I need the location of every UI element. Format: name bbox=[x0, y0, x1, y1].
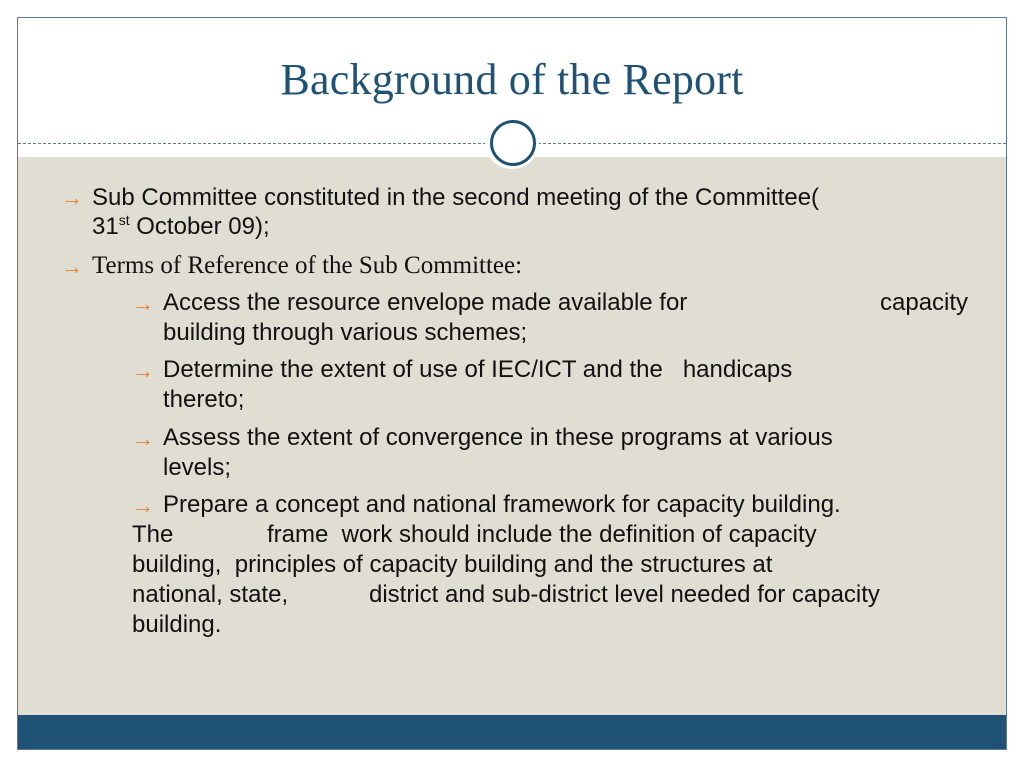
date-day: 31 bbox=[92, 213, 119, 240]
sub-bullet-2-line-1: Determine the extent of use of IEC/ICT and the handicaps bbox=[163, 356, 793, 383]
date-suffix: st bbox=[118, 212, 130, 228]
arrow-right-icon: → bbox=[61, 185, 83, 210]
sub-bullet-4-line-3: building, principles of capacity building and the structures at bbox=[132, 551, 773, 578]
sub-bullet-1-line-2: building through various schemes; bbox=[163, 319, 528, 346]
sub-bullet-4-line-1: Prepare a concept and national framework for capacity building. bbox=[163, 491, 841, 518]
bullet-1-line-2 bbox=[92, 212, 270, 242]
bullet-1-line-1: Sub Committee constituted in the second meeting of the Committee( bbox=[92, 184, 820, 211]
sub-bullet-4-line-5: building. bbox=[132, 611, 222, 638]
sub-bullet-3-line-1: Assess the extent of convergence in these programs at various bbox=[163, 424, 833, 451]
sub-bullet-1-line-1b: capacity bbox=[880, 289, 969, 316]
bullet-2-text: Terms of Reference of the Sub Committee: bbox=[92, 252, 523, 279]
sub-bullet-3-line-2: levels; bbox=[163, 454, 232, 481]
sub-bullet-4-line-2a: The bbox=[132, 521, 174, 548]
sub-bullet-4-line-4b: district and sub-district level needed for capacity bbox=[369, 581, 880, 608]
footer-bar bbox=[18, 715, 1006, 749]
sub-bullet-4-line-4a: national, state, bbox=[132, 581, 289, 608]
date-rest: October 09); bbox=[129, 213, 270, 240]
arrow-right-icon: → bbox=[61, 254, 83, 279]
arrow-right-icon: → bbox=[132, 426, 154, 451]
circle-ornament-ring bbox=[490, 120, 536, 166]
arrow-right-icon: → bbox=[132, 291, 154, 316]
slide-title: Background of the Report bbox=[280, 55, 744, 104]
sub-bullet-4-line-2b: frame work should include the definition of capacity bbox=[267, 521, 817, 548]
sub-bullet-1-line-1a: Access the resource envelope made available for bbox=[163, 289, 688, 316]
arrow-right-icon: → bbox=[132, 358, 154, 383]
sub-bullet-2-line-2: thereto; bbox=[163, 386, 245, 413]
arrow-right-icon: → bbox=[132, 493, 154, 518]
